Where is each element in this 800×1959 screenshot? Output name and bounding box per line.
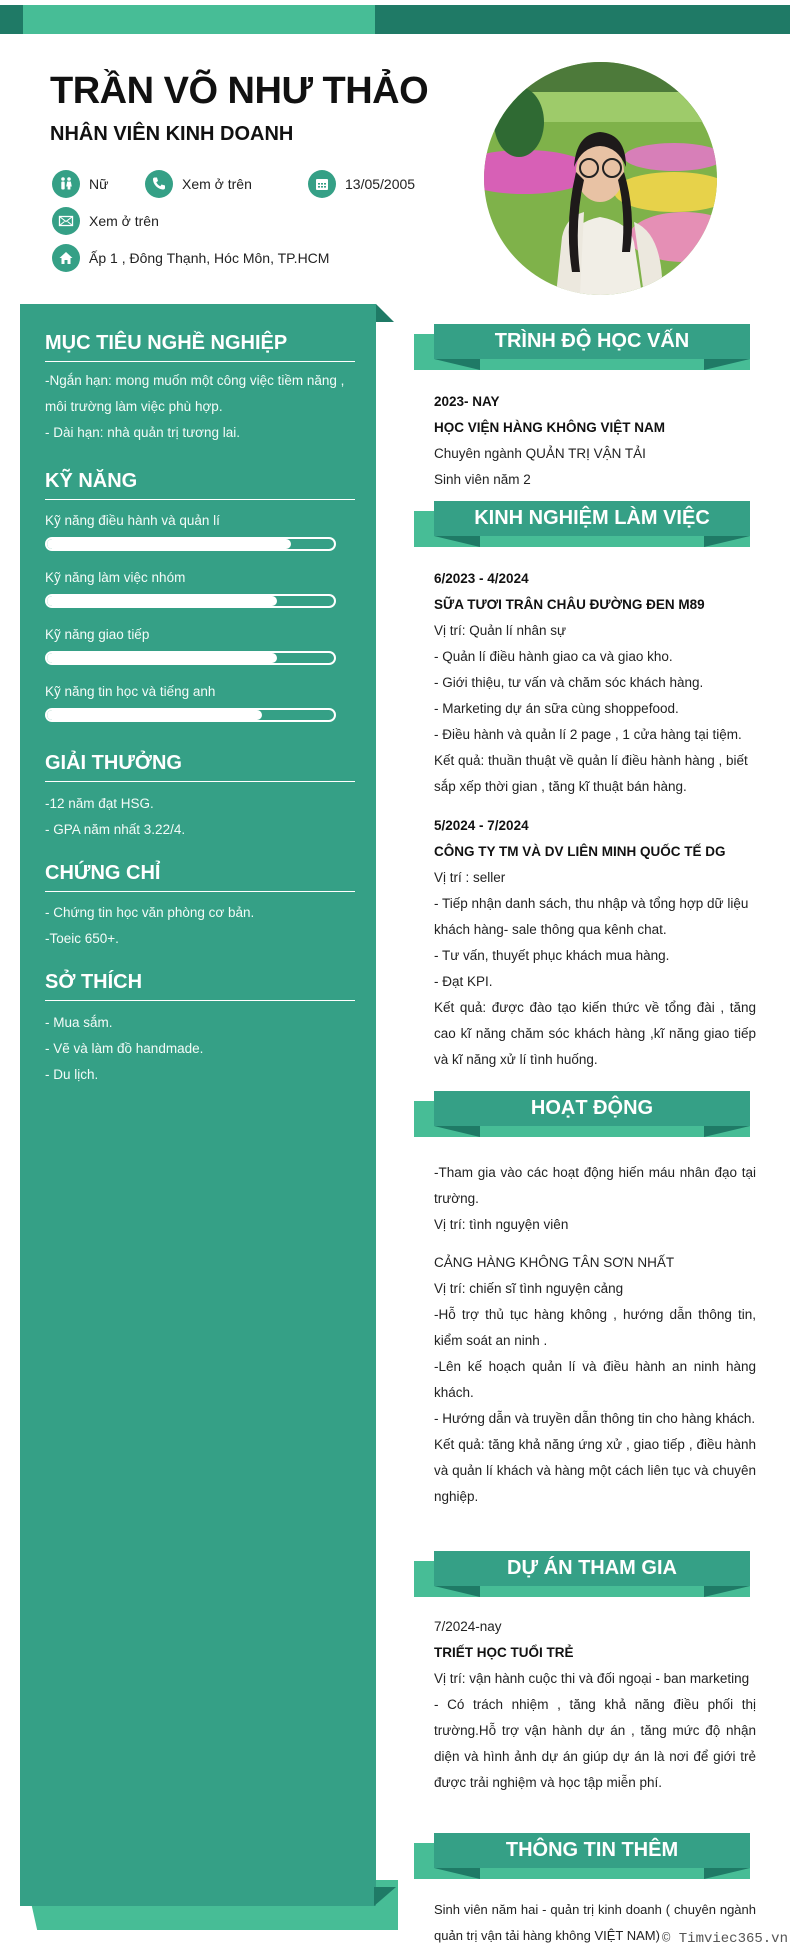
education-school: HỌC VIỆN HÀNG KHÔNG VIỆT NAM — [434, 420, 666, 435]
education-major: Chuyên ngành QUẢN TRỊ VẬN TẢI — [434, 446, 646, 461]
project-line: Vị trí: vận hành cuộc thi và đối ngoại - ban marketing — [434, 1671, 750, 1686]
objective-text — [45, 368, 360, 446]
activity-line: Kết quả: tăng khả năng ứng xử , giao tiếp , điều hành và quản lí khách và hàng một cách liên tục và chuyên nghiệp. — [434, 1437, 756, 1504]
calendar-icon — [308, 170, 336, 198]
activities-heading: HOẠT ĐỘNG — [434, 1091, 750, 1126]
education-heading: TRÌNH ĐỘ HỌC VẤN — [434, 324, 750, 359]
watermark: © Timviec365.vn — [661, 1931, 788, 1947]
address-value: Ấp 1 , Đông Thạnh, Hóc Môn, TP.HCM — [89, 250, 330, 266]
skills-heading: KỸ NĂNG — [45, 470, 355, 500]
experience-heading: KINH NGHIỆM LÀM VIỆC — [434, 501, 750, 536]
phone-icon — [145, 170, 173, 198]
awards-heading: GIẢI THƯỞNG — [45, 752, 355, 782]
mail-icon — [52, 207, 80, 235]
skill-label: Kỹ năng điều hành và quản lí — [45, 513, 220, 528]
certificate-line: - Chứng tin học văn phòng cơ bản. — [45, 905, 255, 920]
skill-bar — [45, 651, 336, 665]
hobby-line: - Vẽ và làm đồ handmade. — [45, 1041, 204, 1056]
hobbies-text — [45, 1010, 360, 1088]
education-note: Sinh viên năm 2 — [434, 472, 531, 487]
project-name: TRIẾT HỌC TUỔI TRẺ — [434, 1645, 574, 1660]
project-line: - Có trách nhiệm , tăng khả năng điều phối thị trường.Hỗ trợ vận hành dự án , tăng mức độ nhận diện và hình ảnh dự án giúp dự án là nơi để giới trẻ được trải nghiệm và học tập miễn phí. — [434, 1697, 756, 1790]
contact-phone — [145, 170, 252, 198]
skill-bar — [45, 594, 336, 608]
projects-heading: DỰ ÁN THAM GIA — [434, 1551, 750, 1586]
activities-ribbon — [414, 1091, 770, 1137]
sidebar-fold-corner — [376, 304, 394, 322]
project-period: 7/2024-nay — [434, 1619, 502, 1634]
contact-address — [52, 244, 329, 272]
activity-line: -Lên kế hoạch quản lí và điều hành an ninh hàng khách. — [434, 1359, 756, 1400]
projects-ribbon — [414, 1551, 770, 1597]
projects-block — [434, 1614, 756, 1796]
job-line: - Điều hành và quản lí 2 page , 1 cửa hàng tại tiệm. — [434, 727, 742, 742]
skill-label: Kỹ năng giao tiếp — [45, 627, 150, 642]
birthday-value: 13/05/2005 — [345, 176, 416, 192]
certificates-heading: CHỨNG CHỈ — [45, 862, 355, 892]
activity-line: CẢNG HÀNG KHÔNG TÂN SƠN NHẤT — [434, 1255, 675, 1270]
activity-line: Vị trí: tình nguyện viên — [434, 1217, 569, 1232]
award-line: -12 năm đạt HSG. — [45, 796, 154, 811]
certificate-line: -Toeic 650+. — [45, 931, 119, 946]
objective-line: - Dài hạn: nhà quản trị tương lai. — [45, 425, 240, 440]
candidate-name: TRẦN VÕ NHƯ THẢO — [50, 70, 429, 112]
job-line: - Tiếp nhận danh sách, thu nhập và tổng hợp dữ liệu khách hàng- sale thông qua kênh chat. — [434, 896, 749, 937]
top-accent-bar-light — [23, 5, 375, 34]
job-company: CÔNG TY TM VÀ DV LIÊN MINH QUỐC TẾ DG — [434, 844, 726, 859]
activity-line: -Hỗ trợ thủ tục hàng không , hướng dẫn thông tin, kiểm soát an ninh . — [434, 1307, 756, 1348]
job-line: Kết quả: thuần thuật về quản lí điều hành hàng , biết sắp xếp thời gian , tăng kĩ thuật bán hàng. — [434, 753, 748, 794]
hobbies-heading: SỞ THÍCH — [45, 971, 355, 1001]
job-period: 6/2023 - 4/2024 — [434, 571, 529, 586]
education-period: 2023- NAY — [434, 394, 500, 409]
sidebar — [20, 304, 376, 1906]
skill-bar — [45, 708, 336, 722]
hobby-line: - Mua sắm. — [45, 1015, 113, 1030]
skill-bar-fill — [47, 710, 262, 720]
contact-birthday — [308, 170, 415, 198]
job-line: - Marketing dự án sữa cùng shoppefood. — [434, 701, 679, 716]
activity-line: Vị trí: chiến sĩ tình nguyện cảng — [434, 1281, 624, 1296]
activity-line: -Tham gia vào các hoạt động hiến máu nhân đạo tại trường. — [434, 1165, 756, 1206]
hobby-line: - Du lịch. — [45, 1067, 99, 1082]
experience-job — [434, 813, 756, 1073]
education-block — [434, 389, 756, 493]
skill-label: Kỹ năng làm việc nhóm — [45, 570, 186, 585]
contact-gender — [52, 170, 108, 198]
gender-value: Nữ — [89, 176, 109, 192]
job-line: - Giới thiệu, tư vấn và chăm sóc khách hàng. — [434, 675, 704, 690]
job-line: Kết quả: được đào tạo kiến thức về tổng đài , tăng cao kĩ năng chăm sóc khách hàng ,kĩ năng giao tiếp và kĩ năng xử lí tình huống. — [434, 1000, 756, 1067]
certificates-text — [45, 900, 360, 952]
home-icon — [52, 244, 80, 272]
job-line: - Tư vấn, thuyết phục khách mua hàng. — [434, 948, 670, 963]
skill-label: Kỹ năng tin học và tiếng anh — [45, 684, 216, 699]
skill-bar-fill — [47, 653, 277, 663]
job-line: - Quản lí điều hành giao ca và giao kho. — [434, 649, 673, 664]
awards-text — [45, 791, 360, 843]
skill-bar-fill — [47, 596, 277, 606]
top-accent-bar — [0, 5, 790, 34]
objective-heading: MỤC TIÊU NGHỀ NGHIỆP — [45, 332, 355, 362]
additional-text: Sinh viên năm hai - quản trị kinh doanh ( chuyên ngành quản trị vận tải hàng không VIỆT NAM) — [434, 1902, 756, 1943]
gender-icon — [52, 170, 80, 198]
activities-block — [434, 1160, 756, 1510]
job-company: SỮA TƯƠI TRÂN CHÂU ĐƯỜNG ĐEN M89 — [434, 597, 705, 612]
avatar-photo — [484, 62, 717, 295]
email-value: Xem ở trên — [89, 213, 159, 229]
activity-line: - Hướng dẫn và truyền dẫn thông tin cho hàng khách. — [434, 1411, 756, 1426]
job-line: Vị trí : seller — [434, 870, 506, 885]
phone-value: Xem ở trên — [182, 176, 252, 192]
objective-line: môi trường làm việc phù hợp. — [45, 399, 223, 414]
job-line: - Đạt KPI. — [434, 974, 493, 989]
additional-heading: THÔNG TIN THÊM — [434, 1833, 750, 1868]
award-line: - GPA năm nhất 3.22/4. — [45, 822, 186, 837]
objective-line: -Ngắn hạn: mong muốn một công việc tiềm năng , — [45, 373, 345, 388]
education-ribbon — [414, 324, 770, 370]
experience-job — [434, 566, 756, 800]
skill-bar-fill — [47, 539, 291, 549]
contact-email — [52, 207, 159, 235]
job-line: Vị trí: Quản lí nhân sự — [434, 623, 567, 638]
candidate-position: NHÂN VIÊN KINH DOANH — [50, 123, 294, 145]
job-period: 5/2024 - 7/2024 — [434, 818, 529, 833]
additional-ribbon — [414, 1833, 770, 1879]
experience-ribbon — [414, 501, 770, 547]
skill-bar — [45, 537, 336, 551]
